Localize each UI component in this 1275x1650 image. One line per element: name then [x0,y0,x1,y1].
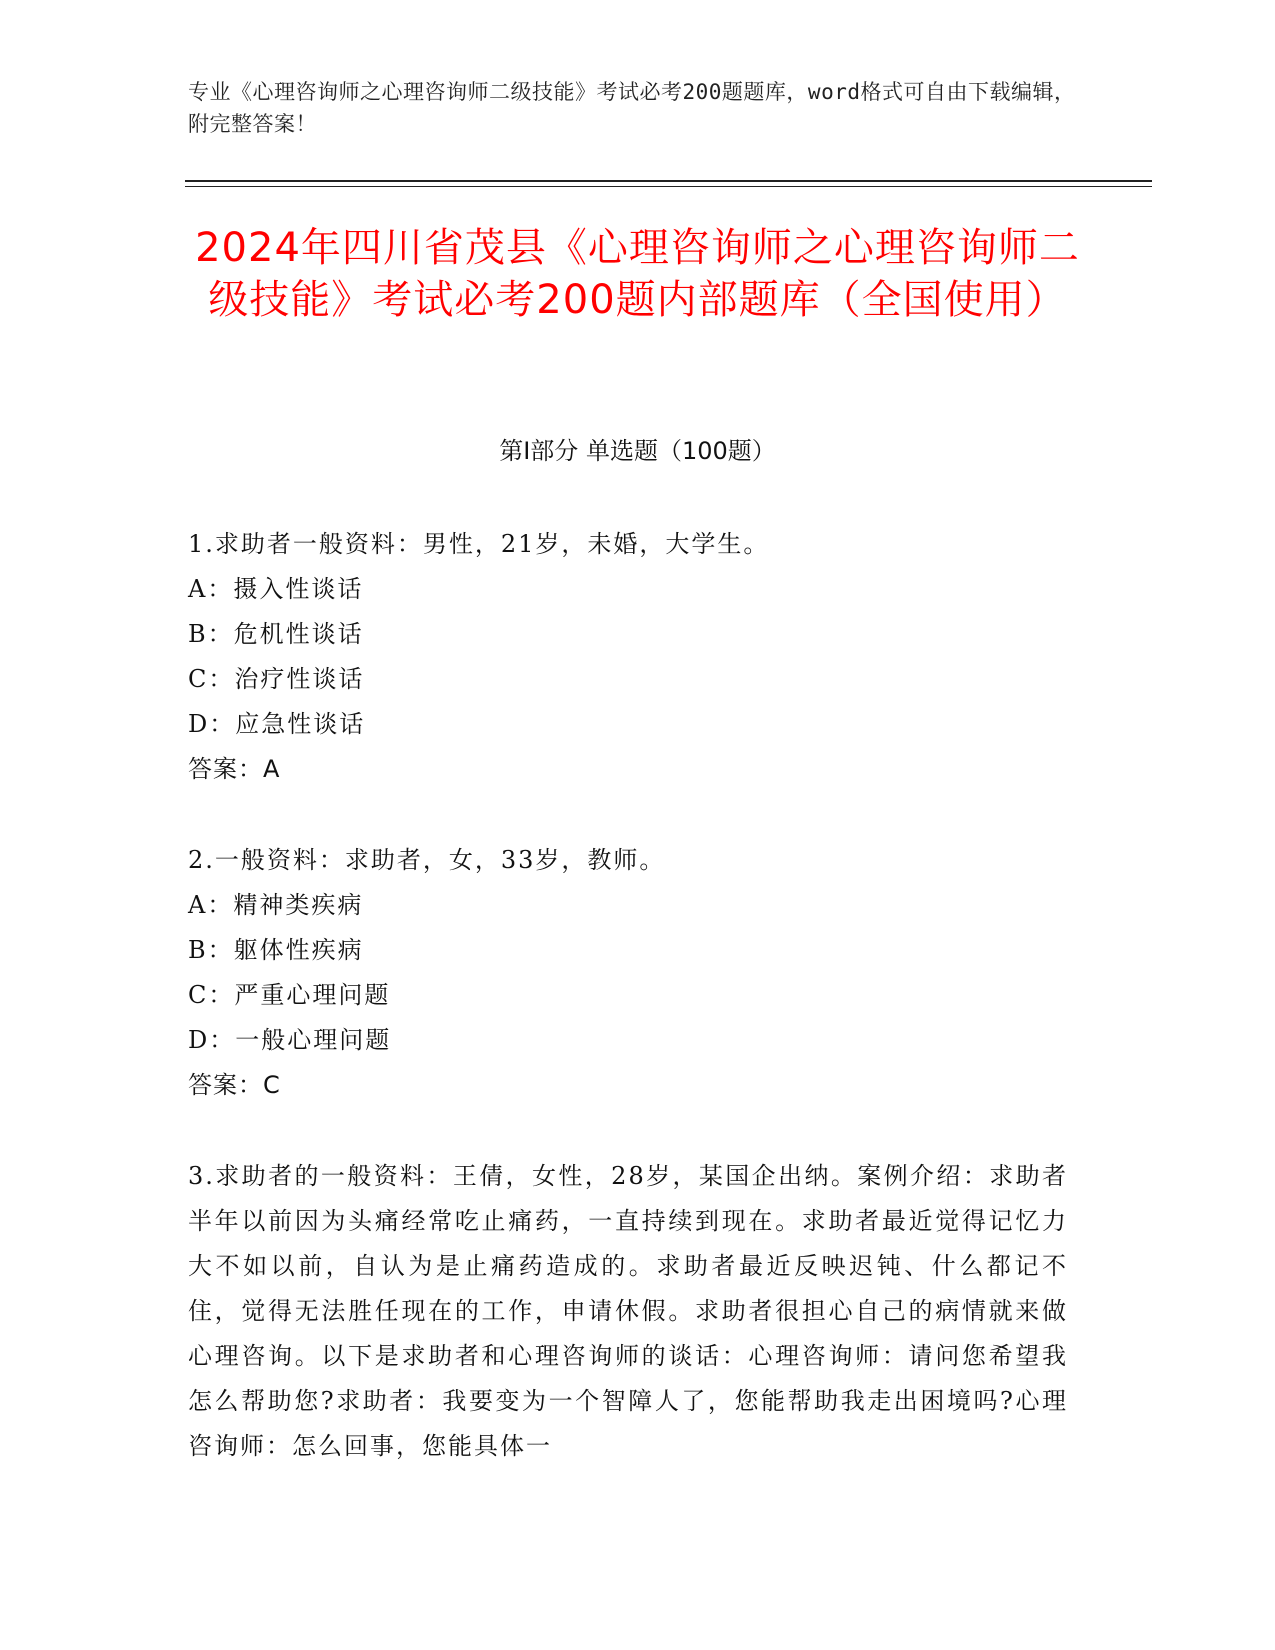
section-heading: 第Ⅰ部分 单选题（100题） [499,437,776,465]
header-divider-thick [185,180,1152,182]
question-block [188,1154,1068,1469]
option-a: A：精神类疾病 [188,891,364,919]
option-b: B：危机性谈话 [188,620,364,648]
question-block [188,522,1068,792]
option-d: D：一般心理问题 [188,1026,392,1054]
answer-label: 答案：A [188,755,281,783]
answer-label: 答案：C [188,1071,281,1099]
option-c: C：严重心理问题 [188,981,391,1009]
option-c: C：治疗性谈话 [188,665,365,693]
question-stem: 1.求助者一般资料：男性，21岁，未婚，大学生。 [188,530,770,558]
question-block [188,838,1068,1108]
document-title: 2024年四川省茂县《心理咨询师之心理咨询师二级技能》考试必考200题内部题库（全国使用） [195,225,1080,323]
question-stem: 3.求助者的一般资料：王倩，女性，28岁，某国企出纳。案例介绍：求助者半年以前因为头痛经常吃止痛药，一直持续到现在。求助者最近觉得记忆力大不如以前，自认为是止痛药造成的。求助者最近反映迟钝、什么都记不住，觉得无法胜任现在的工作，申请休假。求助者很担心自己的病情就来做心理咨询。以下是求助者和心理咨询师的谈话：心理咨询师：请问您希望我怎么帮助您?求助者：我要变为一个智障人了，您能帮助我走出困境吗?心理咨询师：怎么回事，您能具体一 [188,1162,1068,1460]
header-note: 专业《心理咨询师之心理咨询师二级技能》考试必考200题题库，word格式可自由下载编辑，附完整答案！ [188,80,1076,136]
option-a: A：摄入性谈话 [188,575,364,603]
option-d: D：应急性谈话 [188,710,366,738]
header-divider-thin [185,186,1152,187]
question-stem: 2.一般资料：求助者，女，33岁，教师。 [188,846,666,874]
option-b: B：躯体性疾病 [188,936,364,964]
